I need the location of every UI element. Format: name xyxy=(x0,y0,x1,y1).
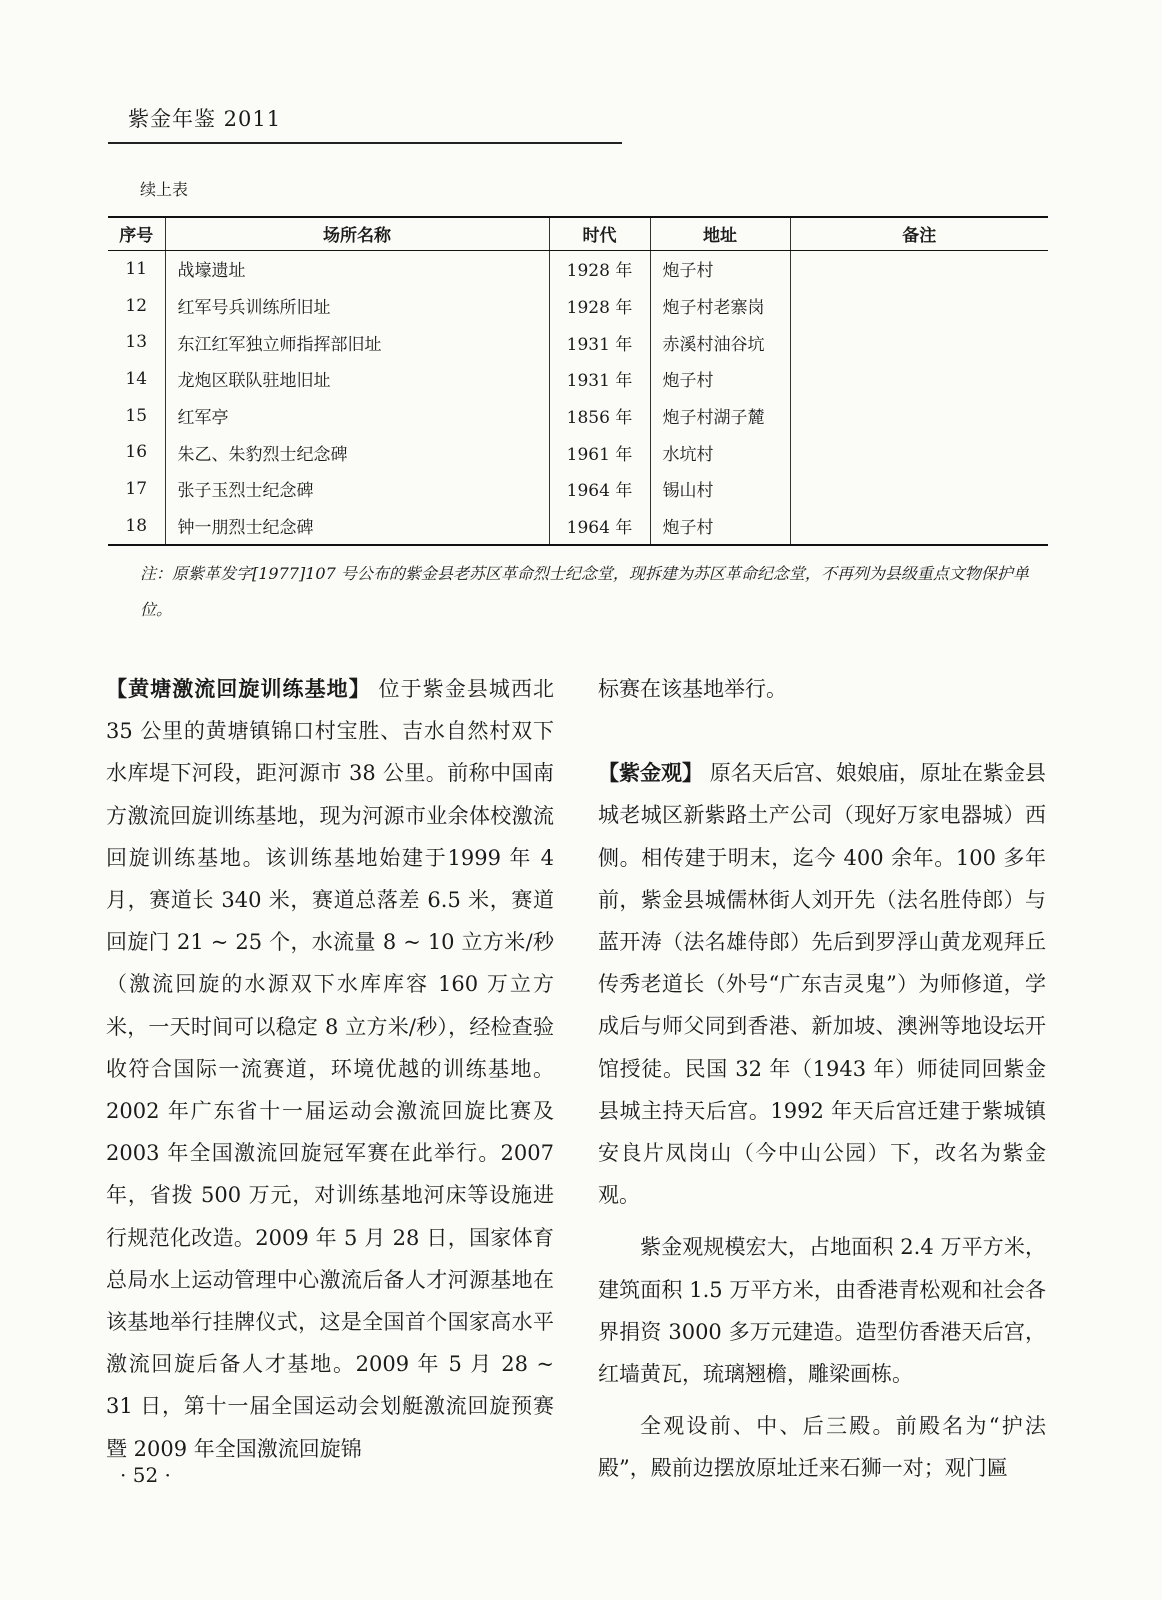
table-row xyxy=(108,471,1048,508)
table-continued-label: 续上表 xyxy=(140,180,189,199)
column-header-address: 地址 xyxy=(650,217,790,250)
article-huangtang xyxy=(106,668,554,1470)
left-column xyxy=(106,668,554,1470)
cell-address: 炮子村湖子麓 xyxy=(650,397,790,434)
cell-era: 1961 年 xyxy=(549,434,650,471)
spacer xyxy=(598,1216,1046,1226)
article-heading-huangtang: 【黄塘激流回旋训练基地】 xyxy=(106,677,371,701)
cell-site-name: 战壕遗址 xyxy=(165,250,549,287)
cell-number: 12 xyxy=(125,295,148,316)
cell-address: 水坑村 xyxy=(650,434,790,471)
article-zijinguan xyxy=(598,752,1046,1216)
cell-remark xyxy=(790,471,1048,508)
table-header-row xyxy=(108,217,1048,250)
cell-number: 13 xyxy=(125,332,148,353)
cell-era: 1931 年 xyxy=(549,361,650,398)
article-huangtang-continued: 标赛在该基地举行。 xyxy=(598,677,787,701)
cell-era: 1856 年 xyxy=(549,397,650,434)
cell-number: 18 xyxy=(108,507,165,545)
cell-site-name: 红军号兵训练所旧址 xyxy=(165,287,549,324)
article-heading-zijinguan: 【紫金观】 xyxy=(598,761,704,786)
column-header-era: 时代 xyxy=(549,217,650,250)
cell-address: 炮子村老寨岗 xyxy=(650,287,790,324)
table-row xyxy=(108,250,1048,287)
column-header-number: 序号 xyxy=(108,217,165,250)
cell-site-name: 朱乙、朱豹烈士纪念碑 xyxy=(165,434,549,471)
table-row xyxy=(108,434,1048,471)
column-header-site-name: 场所名称 xyxy=(165,217,549,250)
header-rule xyxy=(108,142,622,144)
cell-era: 1964 年 xyxy=(549,507,650,545)
spacer xyxy=(598,1395,1046,1405)
running-head: 紫金年鉴 2011 xyxy=(128,107,282,131)
cell-remark xyxy=(790,287,1048,324)
article-zijinguan-paragraph-3: 全观设前、中、后三殿。前殿名为“护法殿”，殿前边摆放原址迁来石狮一对；观门匾 xyxy=(598,1414,1046,1481)
cell-site-name: 红军亭 xyxy=(165,397,549,434)
article-zijinguan-paragraph-2: 紫金观规模宏大，占地面积 2.4 万平方米，建筑面积 1.5 万平方米，由香港青松观和社会各界捐资 3000 多万元建造。造型仿香港天后宫，红墙黄瓦，琉璃翘檐，雕梁画栋。 xyxy=(598,1235,1046,1387)
table-row xyxy=(108,287,1048,324)
table-row xyxy=(108,397,1048,434)
cell-remark xyxy=(790,397,1048,434)
cell-era: 1928 年 xyxy=(549,287,650,324)
heritage-sites-table xyxy=(108,216,1048,546)
cell-remark xyxy=(790,434,1048,471)
cell-era: 1964 年 xyxy=(549,471,650,508)
cell-address: 炮子村 xyxy=(650,250,790,287)
cell-address: 锡山村 xyxy=(650,471,790,508)
cell-remark xyxy=(790,324,1048,361)
table-row xyxy=(108,507,1048,545)
table-note-text: 注：原紫革发字[1977]107 号公布的紫金县老苏区革命烈士纪念堂，现拆建为苏区革命纪念堂，不再列为县级重点文物保护单位。 xyxy=(140,564,1029,619)
cell-address: 赤溪村油谷坑 xyxy=(650,324,790,361)
cell-site-name: 东江红军独立师指挥部旧址 xyxy=(165,324,549,361)
cell-site-name: 张子玉烈士纪念碑 xyxy=(165,471,549,508)
cell-number: 15 xyxy=(125,405,148,426)
cell-era: 1928 年 xyxy=(549,250,650,287)
cell-address: 炮子村 xyxy=(650,361,790,398)
table-row xyxy=(108,324,1048,361)
cell-number: 11 xyxy=(125,258,148,279)
cell-site-name: 龙炮区联队驻地旧址 xyxy=(165,361,549,398)
article-body-zijinguan: 原名天后宫、娘娘庙，原址在紫金县城老城区新紫路土产公司（现好万家电器城）西侧。相传建于明末，迄今 400 余年。100 多年前，紫金县城儒林街人刘开先（法名胜侍郎）与蓝开涛（法名雄侍郎）先后到罗浮山黄龙观拜丘传秀老道长（外号“广东吉灵鬼”）为师修道，学成后与师父同到香港、新加坡、澳洲等地设坛开馆授徒。民国 32 年（1943 年）师徒同回紫金县城主持天后宫。1992 年天后宫迁建于紫城镇安良片凤岗山（今中山公园）下，改名为紫金观。 xyxy=(598,761,1047,1208)
cell-number: 14 xyxy=(125,368,148,389)
article-body-huangtang: 位于紫金县城西北35 公里的黄塘镇锦口村宝胜、吉水自然村双下水库堤下河段，距河源市 38 公里。前称中国南方激流回旋训练基地，现为河源市业余体校激流回旋训练基地。该训练基地始建于1999 年 4 月，赛道长 340 米，赛道总落差 6.5 米，赛道回旋门 21 ~ 25 个，水流量 8 ~ 10 立方米/秒（激流回旋的水源双下水库库容 160 万立方米，一天时间可以稳定 8 立方米/秒），经检查验收符合国际一流赛道，环境优越的训练基地。2002 年广东省十一届运动会激流回旋比赛及 2003 年全国激流回旋冠军赛在此举行。2007 年，省拨 500 万元，对训练基地河床等设施进行规范化改造。2009 年 5 月 28 日，国家体育总局水上运动管理中心激流后备人才河源基地在该基地举行挂牌仪式，这是全国首个国家高水平激流回旋后备人才基地。2009 年 5 月 28 ~ 31 日，第十一届全国运动会划艇激流回旋预赛暨 2009 年全国激流回旋锦 xyxy=(106,677,555,1461)
table-note xyxy=(108,556,1048,628)
cell-address: 炮子村 xyxy=(650,507,790,545)
column-header-remarks: 备注 xyxy=(790,217,1048,250)
cell-remark xyxy=(790,507,1048,545)
table-row xyxy=(108,361,1048,398)
cell-era: 1931 年 xyxy=(549,324,650,361)
cell-remark xyxy=(790,361,1048,398)
spacer xyxy=(598,710,1046,752)
page-number: · 52 · xyxy=(120,1463,171,1487)
cell-remark xyxy=(790,250,1048,287)
cell-number: 17 xyxy=(125,478,148,499)
cell-site-name: 钟一朋烈士纪念碑 xyxy=(165,507,549,545)
right-column xyxy=(598,668,1046,1490)
cell-number: 16 xyxy=(125,442,148,463)
